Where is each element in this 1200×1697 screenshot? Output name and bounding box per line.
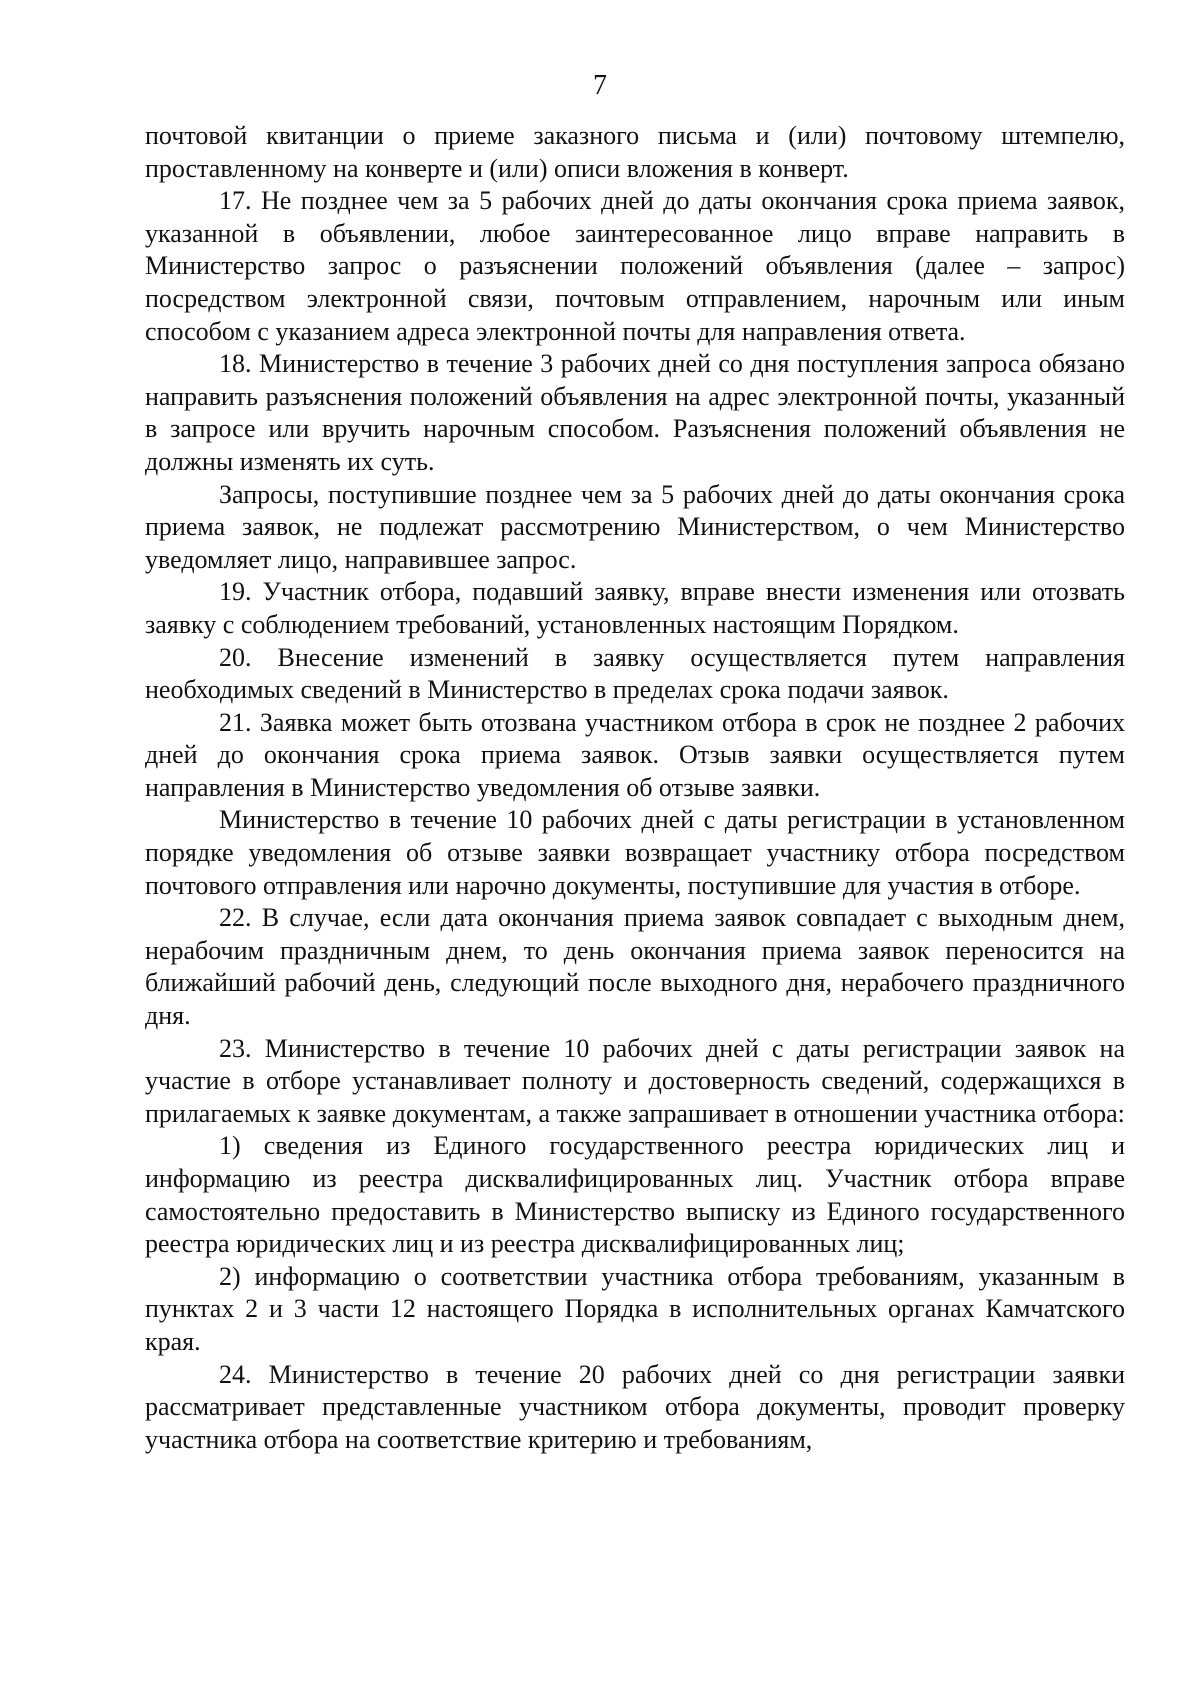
- paragraph-17: 17. Не позднее чем за 5 рабочих дней до даты окончания срока приема заявок, указанной в объявлении, любое заинтересованное лицо вправе направить в Министерство запрос о разъяснении положений объявления (далее – запрос) посредством электронной связи, почтовым отправлением, нарочным или иным способом с указанием адреса электронной почты для направления ответа.: [145, 186, 1125, 346]
- paragraph-24: 24. Министерство в течение 20 рабочих дней со дня регистрации заявки рассматривает представленные участником отбора документы, проводит проверку участника отбора на соответствие критерию и требованиям,: [145, 1359, 1125, 1454]
- paragraph-22: 22. В случае, если дата окончания приема заявок совпадает с выходным днем, нерабочим праздничным днем, то день окончания приема заявок переносится на ближайший рабочий день, следующий после выходного дня, нерабочего праздничного дня.: [145, 903, 1125, 1031]
- paragraph-23: 23. Министерство в течение 10 рабочих дней с даты регистрации заявок на участие в отборе устанавливает полноту и достоверность сведений, содержащихся в прилагаемых к заявке документам, а также запрашивает в отношении участника отбора:: [145, 1033, 1125, 1128]
- paragraph-23-item-1: 1) сведения из Единого государственного реестра юридических лиц и информацию из реестра дисквалифицированных лиц. Участник отбора вправе самостоятельно предоставить в Министерство выписку из Единого государственного реестра юридических лиц и из реестра дисквалифицированных лиц;: [145, 1131, 1125, 1259]
- paragraph-21-return: Министерство в течение 10 рабочих дней с даты регистрации в установленном порядке уведомления об отзыве заявки возвращает участнику отбора посредством почтового отправления или нарочно документы, поступившие для участия в отборе.: [145, 805, 1125, 900]
- paragraph-21: 21. Заявка может быть отозвана участником отбора в срок не позднее 2 рабочих дней до окончания срока приема заявок. Отзыв заявки осуществляется путем направления в Министерство уведомления об отзыве заявки.: [145, 707, 1125, 802]
- paragraph-19: 19. Участник отбора, подавший заявку, вправе внести изменения или отозвать заявку с соблюдением требований, установленных настоящим Порядком.: [145, 577, 1125, 639]
- paragraph-23-item-2: 2) информацию о соответствии участника отбора требованиям, указанным в пунктах 2 и 3 части 12 настоящего Порядка в исполнительных органах Камчатского края.: [145, 1261, 1125, 1356]
- document-body: [145, 120, 1125, 1456]
- paragraph-20: 20. Внесение изменений в заявку осуществляется путем направления необходимых сведений в Министерство в пределах срока подачи заявок.: [145, 642, 1125, 705]
- paragraph-18-requests: Запросы, поступившие позднее чем за 5 рабочих дней до даты окончания срока приема заявок, не подлежат рассмотрению Министерством, о чем Министерство уведомляет лицо, направившее запрос.: [145, 479, 1125, 574]
- paragraph-continuation: почтовой квитанции о приеме заказного письма и (или) почтовому штемпелю, проставленному на конверте и (или) описи вложения в конверт.: [145, 121, 1125, 183]
- page-number: 7: [593, 70, 607, 101]
- paragraph-18: 18. Министерство в течение 3 рабочих дней со дня поступления запроса обязано направить разъяснения положений объявления на адрес электронной почты, указанный в запросе или вручить нарочным способом. Разъяснения положений объявления не должны изменять их суть.: [145, 349, 1125, 476]
